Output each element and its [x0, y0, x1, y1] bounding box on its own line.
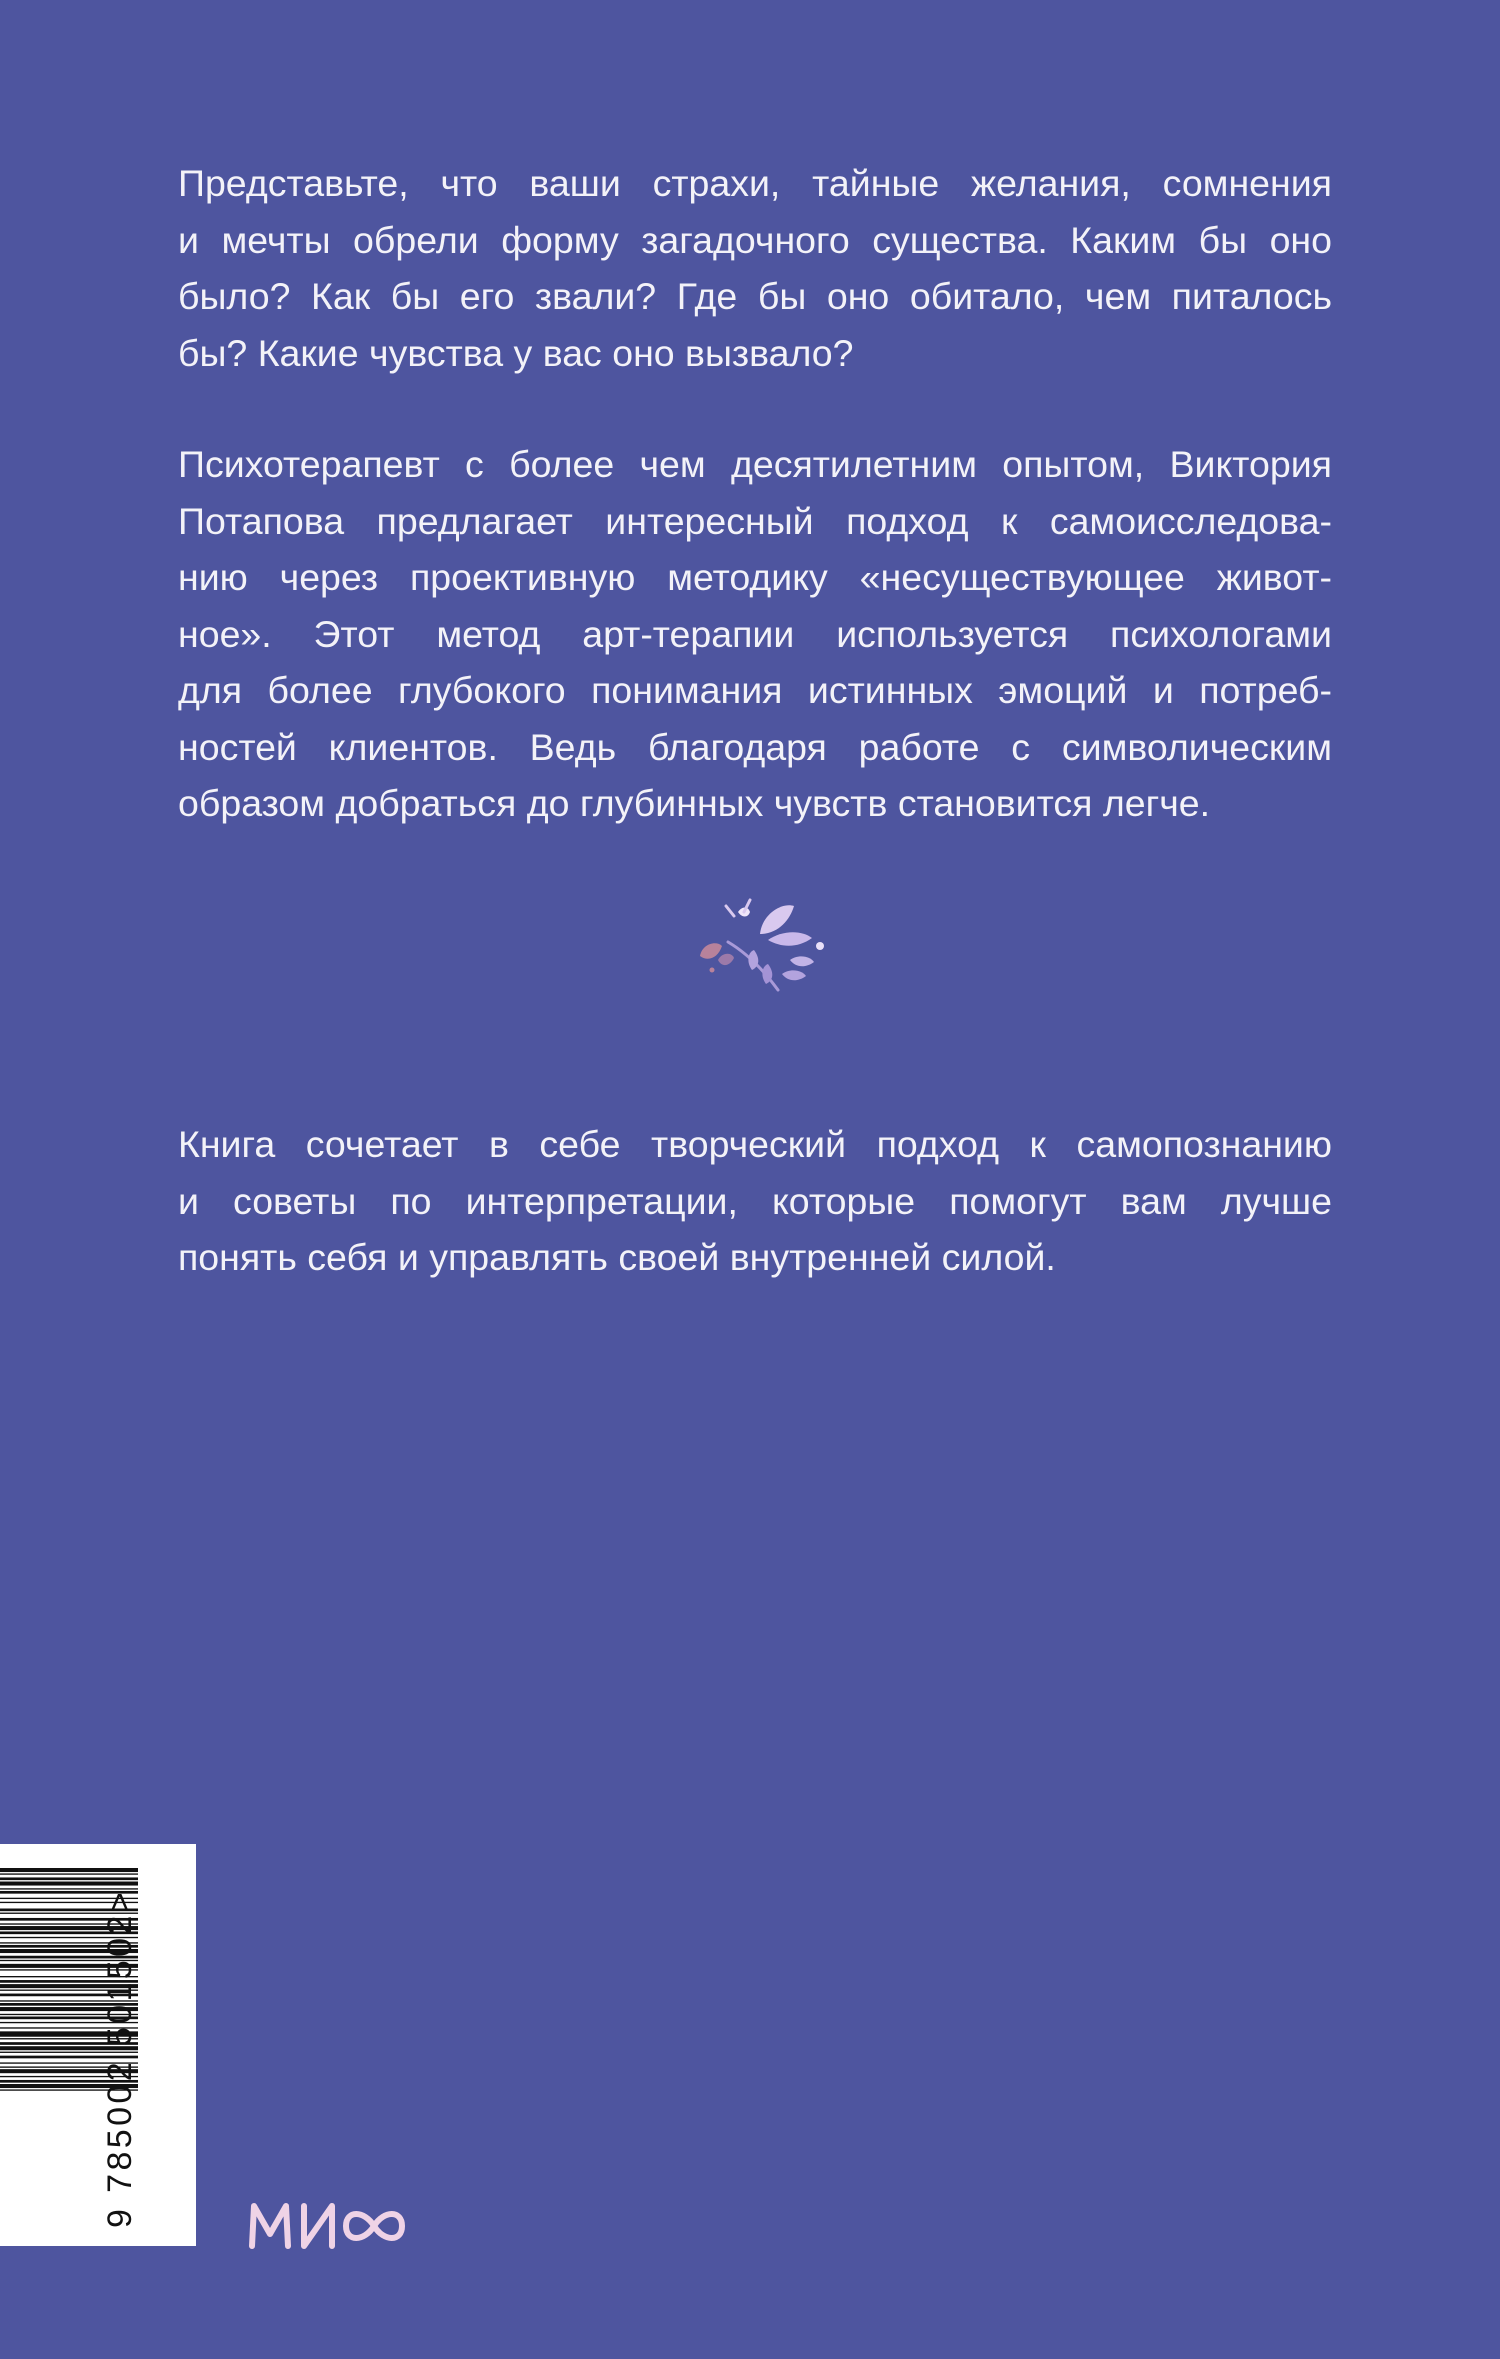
description-paragraph-2 [178, 436, 1332, 832]
description-paragraph-1 [178, 155, 1332, 381]
text-line: для более глубокого понимания истинных эмоций и потреб- [178, 669, 1332, 711]
text-line: Психотерапевт с более чем десятилетним опытом, Виктория [178, 443, 1332, 485]
text-line: ностей клиентов. Ведь благодаря работе с символическим [178, 725, 1332, 768]
barcode-number [100, 1856, 140, 2228]
text-line: понять себя и управлять своей внутренней силой. [178, 1236, 1056, 1278]
text-line: и мечты обрели форму загадочного существа. Каким бы оно [178, 218, 1332, 261]
description-paragraph-3 [178, 1116, 1332, 1286]
text-line: бы? Какие чувства у вас оно вызвало? [178, 331, 854, 374]
text-line: Книга сочетает в себе творческий подход к самопознанию [178, 1123, 1332, 1165]
publisher-logo [248, 2196, 408, 2256]
floral-ornament-icon [690, 890, 840, 1010]
text-line: и советы по интерпретации, которые помогут вам лучше [178, 1179, 1332, 1222]
text-line: ное». Этот метод арт-терапии используется психологами [178, 612, 1332, 655]
text-line: нию через проективную методику «несуществующее живот- [178, 556, 1332, 598]
text-line: образом добраться до глубинных чувств становится легче. [178, 782, 1211, 824]
text-line: Представьте, что ваши страхи, тайные желания, сомнения [178, 162, 1332, 204]
text-line: Потапова предлагает интересный подход к самоисследова- [178, 499, 1332, 542]
barcode-digits: 9 785002 501502 [101, 1912, 139, 2228]
barcode-end-mark: > [101, 1889, 139, 1913]
barcode-panel [0, 1844, 196, 2246]
text-line: было? Как бы его звали? Где бы оно обитало, чем питалось [178, 275, 1332, 317]
